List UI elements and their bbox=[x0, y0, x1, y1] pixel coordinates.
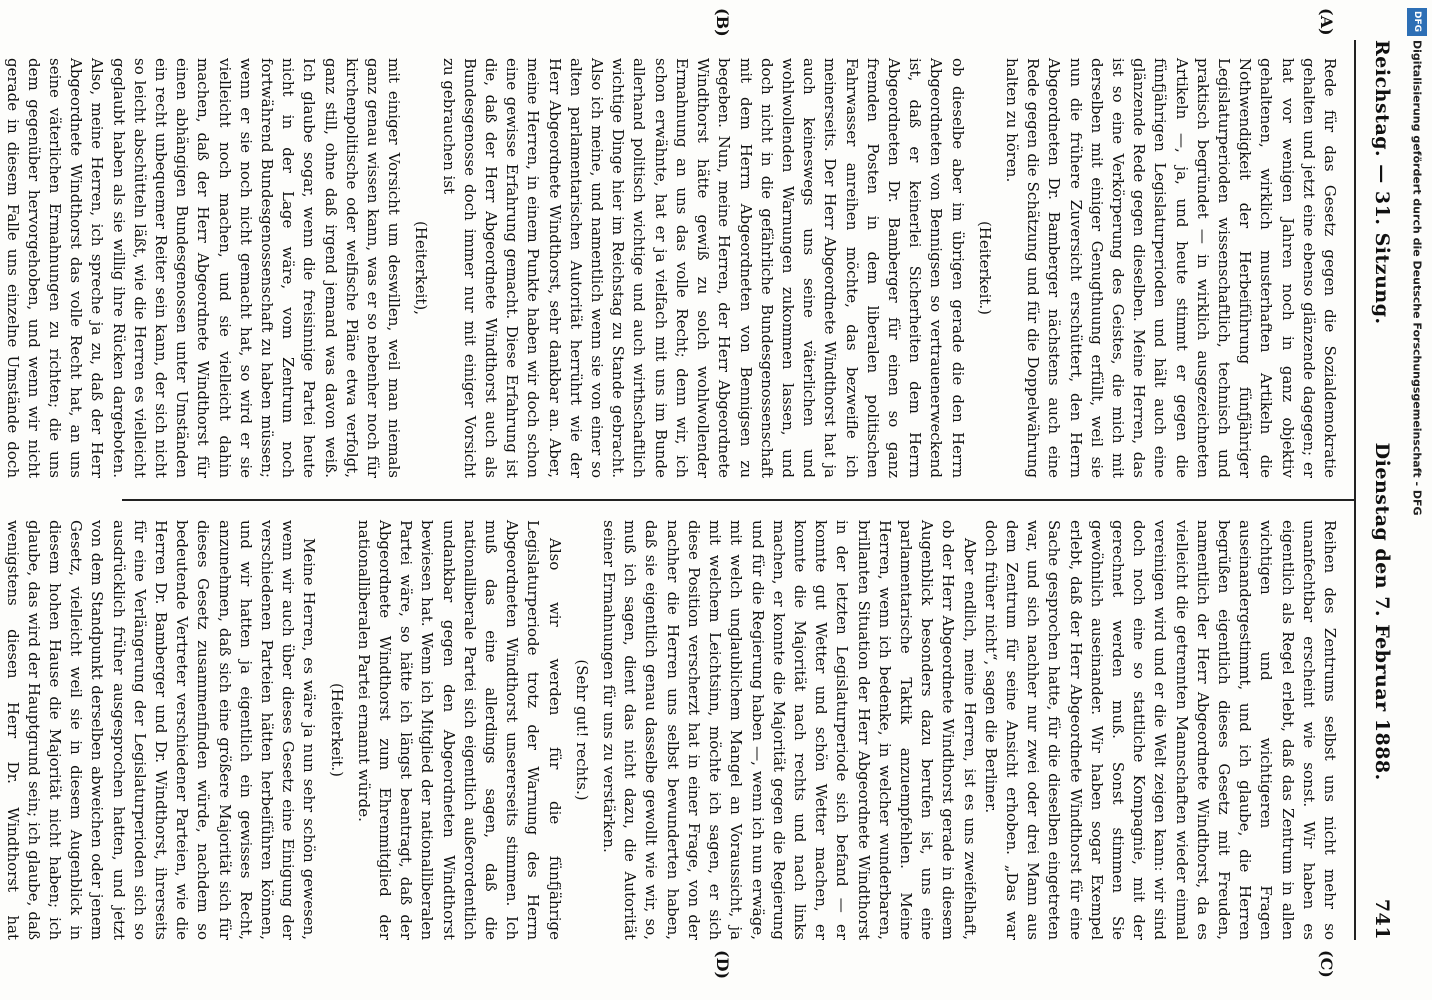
margin-mark-d: (D) bbox=[713, 950, 732, 980]
dfg-logo-text: DFG bbox=[1412, 11, 1422, 33]
column-divider bbox=[122, 499, 1354, 501]
credit-line bbox=[1406, 40, 1428, 980]
right-column bbox=[3, 520, 1340, 940]
page-header bbox=[1362, 40, 1402, 940]
stage-direction: (Heiterkeit), bbox=[412, 220, 431, 316]
page-number: 741 bbox=[1371, 898, 1393, 940]
paragraph: Also wir werden für die fünfjährige Legislaturperiode trotz der Warnung des Herrn Abgeordneten Windthorst unsererseits stimmen. Ich muß das eine allerdings sagen, daß die nationalliberale Partei sich eigentlich außerordentlich undankbar gegen den Abgeordneten Windthorst bewiesen hat. Wenn ich Mitglied der nationalliberalen Partei wäre, so hätte ich längst beantragt, daß der Abgeordnete Windthorst zum Ehrenmitglied der nationalliberalen Partei ernannt würde. bbox=[354, 520, 564, 940]
paragraph: Meine Herren, es wäre ja nun sehr schön gewesen, wenn wir auch über dieses Gesetz eine Einigung der verschiedenen Parteien hätten herbeiführen können, und wir hatten ja eigentlich ein gewisses Recht, anzunehmen, daß sich eine größere Majorität sich für dieses Gesetz zusammenfinden würde, nachdem so bedeutende Vertreter verschiedener Parteien, wie die Herren Dr. Bamberger und Dr. Windthorst, ihrerseits für eine Verlängerung der Legislaturperioden sich so ausdrücklich früher ausgesprochen hatten, und jetzt von dem Standpunkt derselben abweichen oder jenem Gesetz, vielleicht weil sie in diesem Augenblick in diesem hohen Hause die Majorität nicht haben; ich glaube, das wird der Hauptgrund sein; ich glaube, daß wenigstens diesen Herr Dr. Windthorst hat bbox=[3, 520, 319, 940]
header-date: Dienstag den 7. Februar 1888. bbox=[1371, 442, 1393, 781]
left-column bbox=[3, 58, 1340, 478]
margin-mark-c: (C) bbox=[1317, 950, 1336, 978]
paragraph: Aber endlich, meine Herren, ist es uns zweifelhaft, ob der Herr Abgeordnete Windthorst gerade in diesem Augenblick besonders dazu berufen ist, uns eine parlamentarische Taktik anzuempfehlen. Meine Herren, wenn ich bedenke, in welcher wunderbaren, brillanten Situation der Herr Abgeordnete Windthorst in der letzten Legislaturperiode sich befand — er konnte gut Wetter und schön Wetter machen, er konnte die Majorität nach rechts und nach links machen, er konnte die Majorität gegen die Regierung und für die Regierung haben —, wenn ich nun erwäge, mit welch unglaublichem Mangel an Voraussicht, ja mit welchem Leichtsinn, möchte ich sagen, er sich diese Position verscherzt hat in einer Frage, von der nachher die Herren uns selbst bewunderten haben, daß sie eigentlich genau dasselbe gewollt wie wir, so, muß ich sagen, dient das nicht dazu, die Autorität seiner Ermahnungen für uns zu verstärken. bbox=[600, 520, 979, 940]
paragraph: Rede für das Gesetz gegen die Sozialdemokratie gehalten und jetzt eine ebenso glänzende dagegen; er hat vor wenigen Jahren noch in ganz objektiv gehaltenen, wirklich musterhaften Artikeln die Nothwendigkeit der Herbeiführung fünfjähriger Legislaturperioden wissenschaftlich, technisch und praktisch begründet — in wirklich ausgezeichneten Artikeln —, ja, und heute stimmt er gegen die fünfjährigen Legislaturperioden und hält auch eine glänzende Rede gegen dieselben. Meine Herren, das ist so eine Verkörperung des Geistes, die mich mit derselben mit einiger Genugthuung erfüllt, weil sie nun die frühere Zuversicht erschüttert, den Herrn Abgeordneten Dr. Bamberger nächstens auch eine Rede gegen die Schätzung und für die Doppelwährung halten zu hören. bbox=[1002, 58, 1339, 478]
paragraph: ob dieselbe aber im übrigen gerade die den Herrn Abgeordneten von Bennigsen so vertrauenerweckend ist, daß er keinerlei Sicherheiten dem Herrn Abgeordneten Dr. Bamberger für einen so ganz fremden Posten in dem liberalen politischen Fahrwasser anreihen möchte, das bezweifle ich meinerseits. Der Herr Abgeordnete Windthorst hat ja auch keineswegs uns seine väterlichen und wohlwollenden Warnungen zukommen lassen, und doch nicht in die gefährliche Bundesgenossenschaft mit dem Herrn Abgeordneten von Bennigsen zu begeben. Nun, meine Herren, der Herr Abgeordnete Windthorst hätte gewiß zu solch wohlwollender Ermahnung an uns das volle Recht; denn wir, ich schon erwähnte, hat er ja vielfach mit uns im Bunde allerhand politisch wichtige und auch wirthschaftlich wichtige Dinge hier im Reichstag zu Stande gebracht. Also ich meine, und namentlich wenn sie von einer so alten parlamentarischen Autorität herrührt wie der Herr Abgeordnete Windthorst, sehr dankbar an. Aber, meine Herren, in einem Punkte haben wir doch schon eine gewisse Erfahrung gemacht. Diese Erfahrung ist die, daß der Herr Abgeordnete Windthorst auch als Bundesgenosse doch immer nur mit einiger Vorsicht zu gebrauchen ist bbox=[439, 58, 967, 478]
stage-direction: (Sehr gut! rechts.) bbox=[572, 659, 591, 801]
margin-mark-b: (B) bbox=[713, 8, 732, 37]
margin-mark-a: (A) bbox=[1317, 8, 1336, 36]
stage-direction: (Heiterkeit.) bbox=[327, 682, 346, 778]
credit-text: Digitalisierung gefördert durch die Deutsche Forschungsgemeinschaft - DFG bbox=[1410, 40, 1424, 516]
dfg-logo bbox=[1407, 8, 1427, 36]
stage-direction: (Heiterkeit.) bbox=[975, 220, 994, 316]
header-rule bbox=[1354, 40, 1356, 940]
paragraph: Reihen des Zentrums selbst uns nicht mehr so unanfechtbar erscheint wie sonst. Wir haben es eigentlich als Regel erlebt, daß das Zentrum in allen wichtigen und wichtigeren Fragen auseinandergestimmt, und ich glaube, die Herren begrüßen eigentlich dieses Gesetz mit Freuden, namentlich der Herr Abgeordnete Windthorst, da es vielleicht die getrennten Mannschaften wieder einmal vereinigen wird und er die Welt zeigen kann: wir sind doch noch eine so stattliche Kompagnie, mit der gerechnet werden muß. Sonst stimmen Sie gewöhnlich auseinander. Wir haben sogar Exempel erlebt, daß der Herr Abgeordnete Windthorst für eine Sache gesprochen hatte, für die dieselben eingetreten war, und sich nachher nur zwei oder drei Mann aus dem Zentrum für seine Ansicht erhoben. „Das war doch früher nicht“, sagen die Berliner. bbox=[981, 520, 1339, 940]
header-left: Reichstag. — 31. Sitzung. bbox=[1371, 40, 1393, 325]
paragraph: mit einiger Vorsicht um deswillen, weil man niemals ganz genau wissen kann, was er so nebenher noch für kirchenpolitische oder welfische Pläne etwa verfolgt, ganz still, ohne daß irgend jemand was davon weiß. Ich glaube sogar, wenn die freisinnige Partei heute nicht in der Lage wäre, vom Zentrum noch fortwährend Bundesgenossenschaft zu haben müssen; wenn er sie noch nicht gemacht hat, so wird er sie vielleicht noch machen, und sie vielleicht dahin machen, daß der Herr Abgeordnete Windthorst für einen abhängigen Bundesgenossen unter Umständen ein recht unbequemer Reiter sein kann, der sich nicht so leicht abschütteln läßt, wie die Herren es vielleicht geglaubt haben als sie willig ihre Rücken dargeboten. Also, meine Herren, ich spreche ja zu, daß der Herr Abgeordnete Windthorst das volle Recht hat, an uns seine väterlichen Ermahnungen zu richten; die uns dem gegenüber hervorgehoben, und wenn wir nicht gerade in diesem Falle uns einzelne Umstände doch bbox=[3, 58, 404, 478]
